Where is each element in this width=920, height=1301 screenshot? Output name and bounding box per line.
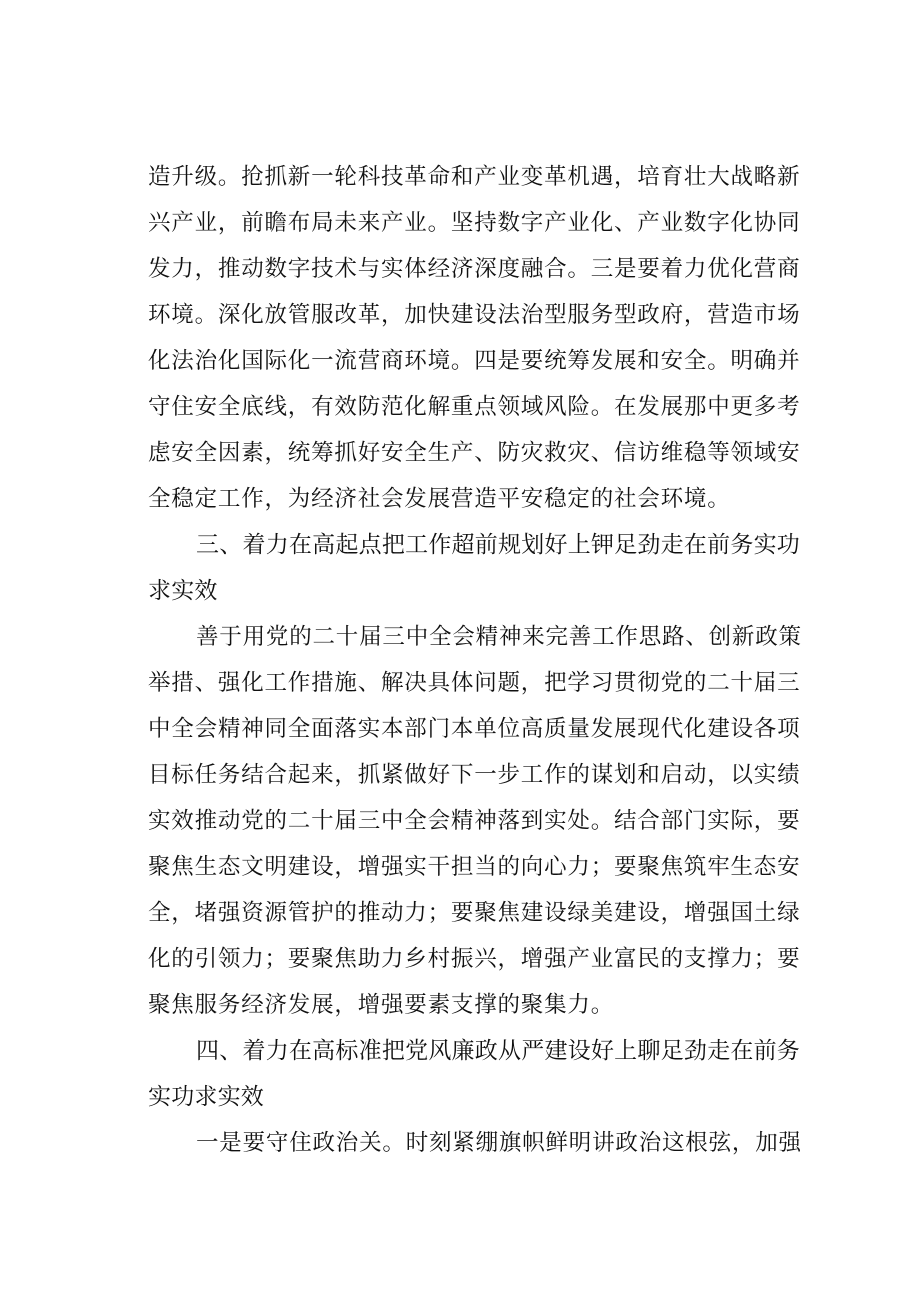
body-line: 实效推动党的二十届三中全会精神落到实处。结合部门实际，要 <box>148 808 801 834</box>
body-line: 环境。深化放管服改革，加快建设法治型服务型政府，营造市场 <box>148 302 801 328</box>
body-line: 兴产业，前瞻布局未来产业。坚持数字产业化、产业数字化协同 <box>148 210 801 236</box>
body-line: 化的引领力；要聚焦助力乡村振兴，增强产业富民的支撑力；要 <box>148 946 801 972</box>
section-heading: 求实效 <box>148 578 218 604</box>
body-line: 造升级。抢抓新一轮科技革命和产业变革机遇，培育壮大战略新 <box>148 164 801 190</box>
body-line: 虑安全因素，统筹抓好安全生产、防灾救灾、信访维稳等领域安 <box>148 440 801 466</box>
body-line: 全，堵强资源管护的推动力；要聚焦建设绿美建设，增强国土绿 <box>148 900 801 926</box>
body-line: 聚焦服务经济发展，增强要素支撑的聚集力。 <box>148 992 615 1018</box>
section-heading: 三、着力在高起点把工作超前规划好上钾足劲走在前务实功 <box>196 532 800 558</box>
body-line: 善于用党的二十届三中全会精神来完善工作思路、创新政策 <box>196 624 802 650</box>
body-line: 全稳定工作，为经济社会发展营造平安稳定的社会环境。 <box>148 486 731 512</box>
body-line: 举措、强化工作措施、解决具体问题，把学习贯彻党的二十届三 <box>148 670 801 696</box>
body-line: 守住安全底线，有效防范化解重点领域风险。在发展那中更多考 <box>148 394 801 420</box>
body-line: 中全会精神同全面落实本部门本单位高质量发展现代化建设各项 <box>148 716 801 742</box>
body-line: 发力，推动数字技术与实体经济深度融合。三是要着力优化营商 <box>148 256 801 282</box>
body-line: 聚焦生态文明建设，增强实干担当的向心力；要聚焦筑牢生态安 <box>148 854 801 880</box>
body-line: 化法治化国际化一流营商环境。四是要统筹发展和安全。明确并 <box>148 348 801 374</box>
body-line: 一是要守住政治关。时刻紧绷旗帜鲜明讲政治这根弦，加强 <box>196 1130 802 1156</box>
body-line: 目标任务结合起来，抓紧做好下一步工作的谋划和启动，以实绩 <box>148 762 801 788</box>
section-heading: 四、着力在高标准把党风廉政从严建设好上聊足劲走在前务 <box>196 1038 800 1064</box>
section-heading: 实功求实效 <box>148 1084 264 1110</box>
